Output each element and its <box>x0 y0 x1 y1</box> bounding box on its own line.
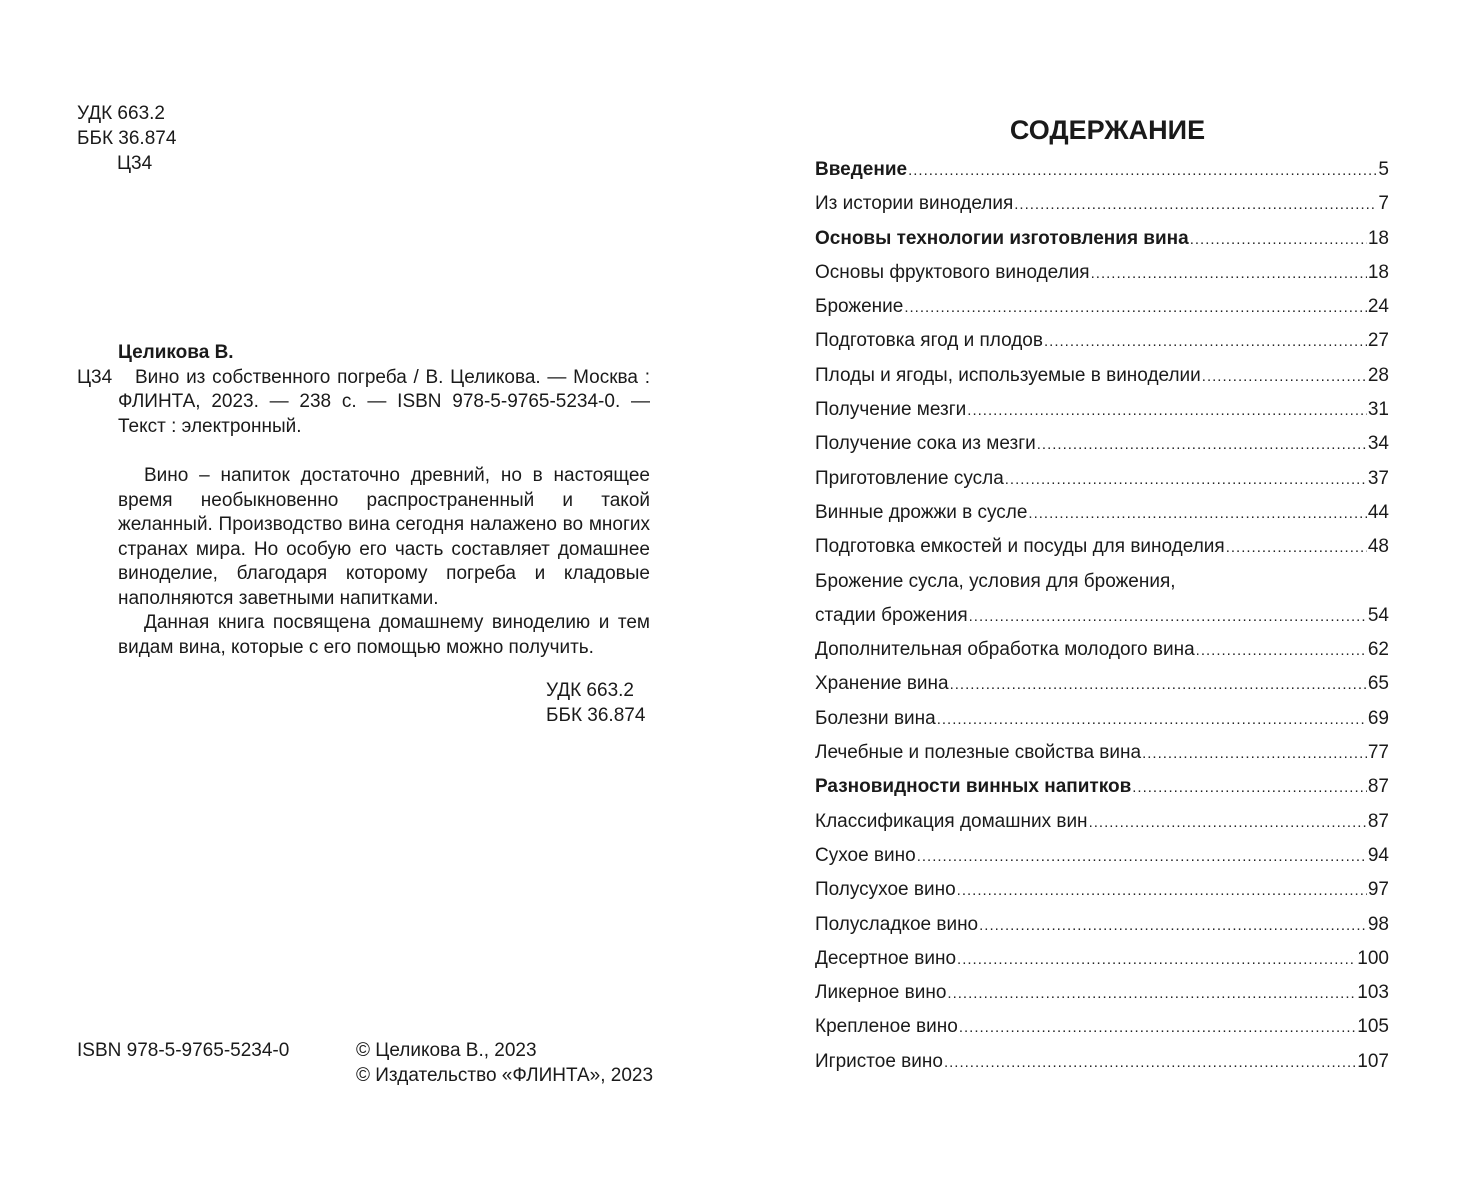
toc-entry <box>815 533 1389 567</box>
toc-entry-page: 44 <box>1367 501 1389 523</box>
udk-code-bottom: УДК 663.2 <box>546 680 634 701</box>
toc-dot-leader <box>1226 534 1367 562</box>
toc-entry-title: Игристое вино <box>815 1050 943 1072</box>
toc-entry-page: 103 <box>1357 982 1389 1004</box>
toc-entry <box>815 808 1389 842</box>
toc-entry <box>815 259 1389 293</box>
entry-author-mark: Ц34 <box>77 366 113 388</box>
toc-dot-leader <box>967 397 1367 425</box>
toc-entry <box>815 945 1389 979</box>
toc-dot-leader <box>917 843 1367 871</box>
toc-entry-page: 54 <box>1367 604 1389 626</box>
toc-entry <box>815 911 1389 945</box>
author-heading: Целикова В. <box>118 342 234 363</box>
toc-entry <box>815 876 1389 910</box>
toc-entry-title: Десертное вино <box>815 947 957 969</box>
toc-entry-title: Лечебные и полезные свойства вина <box>815 742 1142 764</box>
toc-dot-leader <box>1132 774 1367 802</box>
classification-bottom <box>546 678 645 728</box>
toc-dot-leader <box>957 877 1367 905</box>
toc-entry-title: Хранение вина <box>815 673 949 695</box>
toc-entry-title: Приготовление сусла <box>815 467 1004 489</box>
toc-dot-leader <box>959 1014 1356 1042</box>
toc-entry-title: Получение мезги <box>815 399 967 421</box>
toc-entry-title: Полусухое вино <box>815 879 956 901</box>
toc-entry <box>815 568 1389 602</box>
toc-entry-page: 65 <box>1367 673 1389 695</box>
toc-dot-leader <box>908 157 1377 185</box>
toc-dot-leader <box>1091 260 1367 288</box>
toc-dot-leader <box>1089 809 1367 837</box>
bbk-code-bottom: ББК 36.874 <box>546 705 646 726</box>
toc-dot-leader <box>1142 740 1367 768</box>
toc-entry-page: 34 <box>1367 433 1389 455</box>
toc-dot-leader <box>904 294 1367 322</box>
toc-entry <box>815 1013 1389 1047</box>
toc-entry <box>815 430 1389 464</box>
toc-entry-title: Крепленое вино <box>815 1016 958 1038</box>
toc-entry-page: 31 <box>1367 399 1389 421</box>
toc-dot-leader <box>979 912 1367 940</box>
toc-entry-title: Плоды и ягоды, используемые в виноделии <box>815 364 1201 386</box>
toc-entry <box>815 705 1389 739</box>
toc-title: СОДЕРЖАНИЕ <box>1009 115 1206 145</box>
toc-entry-title: Классификация домашних вин <box>815 810 1088 832</box>
toc-entry-title: Болезни вина <box>815 707 936 729</box>
toc-entry-title: Основы фруктового виноделия <box>815 261 1090 283</box>
toc-entry <box>815 602 1389 636</box>
entry-text: Вино из собственного погреба / В. Целикова. — Москва : ФЛИНТА, 2023. — 238 с. — ISBN 978-5-9765-5234-0. — Текст : электронный. <box>118 366 650 437</box>
toc-entry-page: 24 <box>1367 296 1389 318</box>
toc-entry <box>815 670 1389 704</box>
toc-entry <box>815 327 1389 361</box>
toc-dot-leader <box>1190 226 1367 254</box>
toc-entry-page: 87 <box>1367 776 1389 798</box>
toc-entry <box>815 190 1389 224</box>
toc-entry-page: 87 <box>1367 810 1389 832</box>
toc-entry-page: 18 <box>1367 261 1389 283</box>
toc-entry-page: 107 <box>1357 1050 1389 1072</box>
toc-entry <box>815 979 1389 1013</box>
bbk-code: ББК 36.874 <box>77 128 177 149</box>
toc-entry-title: Брожение <box>815 296 904 318</box>
toc-dot-leader <box>1202 363 1367 391</box>
toc-entry-title: Полусладкое вино <box>815 913 979 935</box>
udk-code: УДК 663.2 <box>77 103 165 124</box>
toc-entry-title: Подготовка ягод и плодов <box>815 330 1043 352</box>
toc-entry <box>815 842 1389 876</box>
toc-entry-page: 77 <box>1367 742 1389 764</box>
toc-entry-title: Сухое вино <box>815 844 916 866</box>
toc-entry-page: 48 <box>1367 536 1389 558</box>
toc-entry-page: 62 <box>1367 639 1389 661</box>
toc-entry-page: 94 <box>1367 844 1389 866</box>
toc-entry <box>815 362 1389 396</box>
toc-entry-page: 28 <box>1367 364 1389 386</box>
toc-entry <box>815 156 1389 190</box>
toc-entry <box>815 773 1389 807</box>
toc-entry-title: Разновидности винных напитков <box>815 776 1132 798</box>
toc-dot-leader <box>1028 500 1366 528</box>
annotation <box>77 464 650 660</box>
toc-entry-page: 18 <box>1367 227 1389 249</box>
toc-dot-leader <box>944 1049 1356 1077</box>
isbn: ISBN 978-5-9765-5234-0 <box>77 1040 290 1061</box>
toc-entry <box>815 465 1389 499</box>
toc-entry-page: 5 <box>1378 159 1389 180</box>
toc-entry-title: Получение сока из мезги <box>815 433 1036 455</box>
toc-entry <box>815 499 1389 533</box>
right-page <box>738 0 1477 1182</box>
toc-entry-page: 97 <box>1367 879 1389 901</box>
left-page <box>0 0 738 1182</box>
toc-dot-leader <box>947 980 1356 1008</box>
toc-entry-title: Брожение сусла, условия для брожения, <box>815 570 1176 592</box>
toc-dot-leader <box>1037 431 1367 459</box>
toc-entry-title: Из истории виноделия <box>815 193 1014 215</box>
classification-top <box>77 101 176 176</box>
toc-entry-title: Дополнительная обработка молодого вина <box>815 639 1195 661</box>
toc-dot-leader <box>937 706 1367 734</box>
toc-entry <box>815 396 1389 430</box>
toc-dot-leader <box>957 946 1356 974</box>
toc-dot-leader <box>950 671 1367 699</box>
toc-entry-title: Винные дрожжи в сусле <box>815 501 1028 523</box>
toc-entry-title: стадии брожения <box>815 604 968 626</box>
toc-entry-title: Подготовка емкостей и посуды для виноделия <box>815 536 1225 558</box>
toc-entry <box>815 225 1389 259</box>
toc-entry-page: 100 <box>1357 947 1389 969</box>
toc-dot-leader <box>1044 328 1367 356</box>
toc-entry-page: 69 <box>1367 707 1389 729</box>
toc-entry-page: 105 <box>1357 1016 1389 1038</box>
copyright-author: © Целикова В., 2023 <box>356 1040 537 1061</box>
copyright-publisher: © Издательство «ФЛИНТА», 2023 <box>356 1065 654 1086</box>
toc-dot-leader <box>1014 191 1377 219</box>
toc-entry-title: Основы технологии изготовления вина <box>815 227 1189 249</box>
toc-entry <box>815 1048 1389 1082</box>
toc-dot-leader <box>1196 637 1367 665</box>
toc-entry-title: Ликерное вино <box>815 982 947 1004</box>
author-mark: Ц34 <box>117 153 153 174</box>
toc-entry-page: 27 <box>1367 330 1389 352</box>
table-of-contents <box>815 156 1389 1082</box>
toc-entry <box>815 293 1389 327</box>
toc-entry-page: 37 <box>1367 467 1389 489</box>
toc-dot-leader <box>969 603 1367 631</box>
copyright-block <box>356 1038 653 1088</box>
annotation-paragraph: Данная книга посвящена домашнему виноделию и тем видам вина, которые с его помощью можно получить. <box>118 612 650 658</box>
toc-entry <box>815 739 1389 773</box>
annotation-paragraph: Вино – напиток достаточно древний, но в настоящее время необыкновенно распространенный и такой желанный. Производство вина сегодня налажено во многих странах мира. Но особую его часть составляет домашнее виноделие, благодаря которому погреба и кладовые наполняются заветными напитками. <box>118 465 650 609</box>
catalog-entry <box>77 366 650 440</box>
toc-entry <box>815 636 1389 670</box>
bibliographic-record <box>77 341 650 660</box>
toc-entry-page: 7 <box>1378 193 1389 215</box>
toc-dot-leader <box>1005 466 1367 494</box>
toc-entry-page: 98 <box>1367 913 1389 935</box>
toc-entry-title: Введение <box>815 159 908 180</box>
